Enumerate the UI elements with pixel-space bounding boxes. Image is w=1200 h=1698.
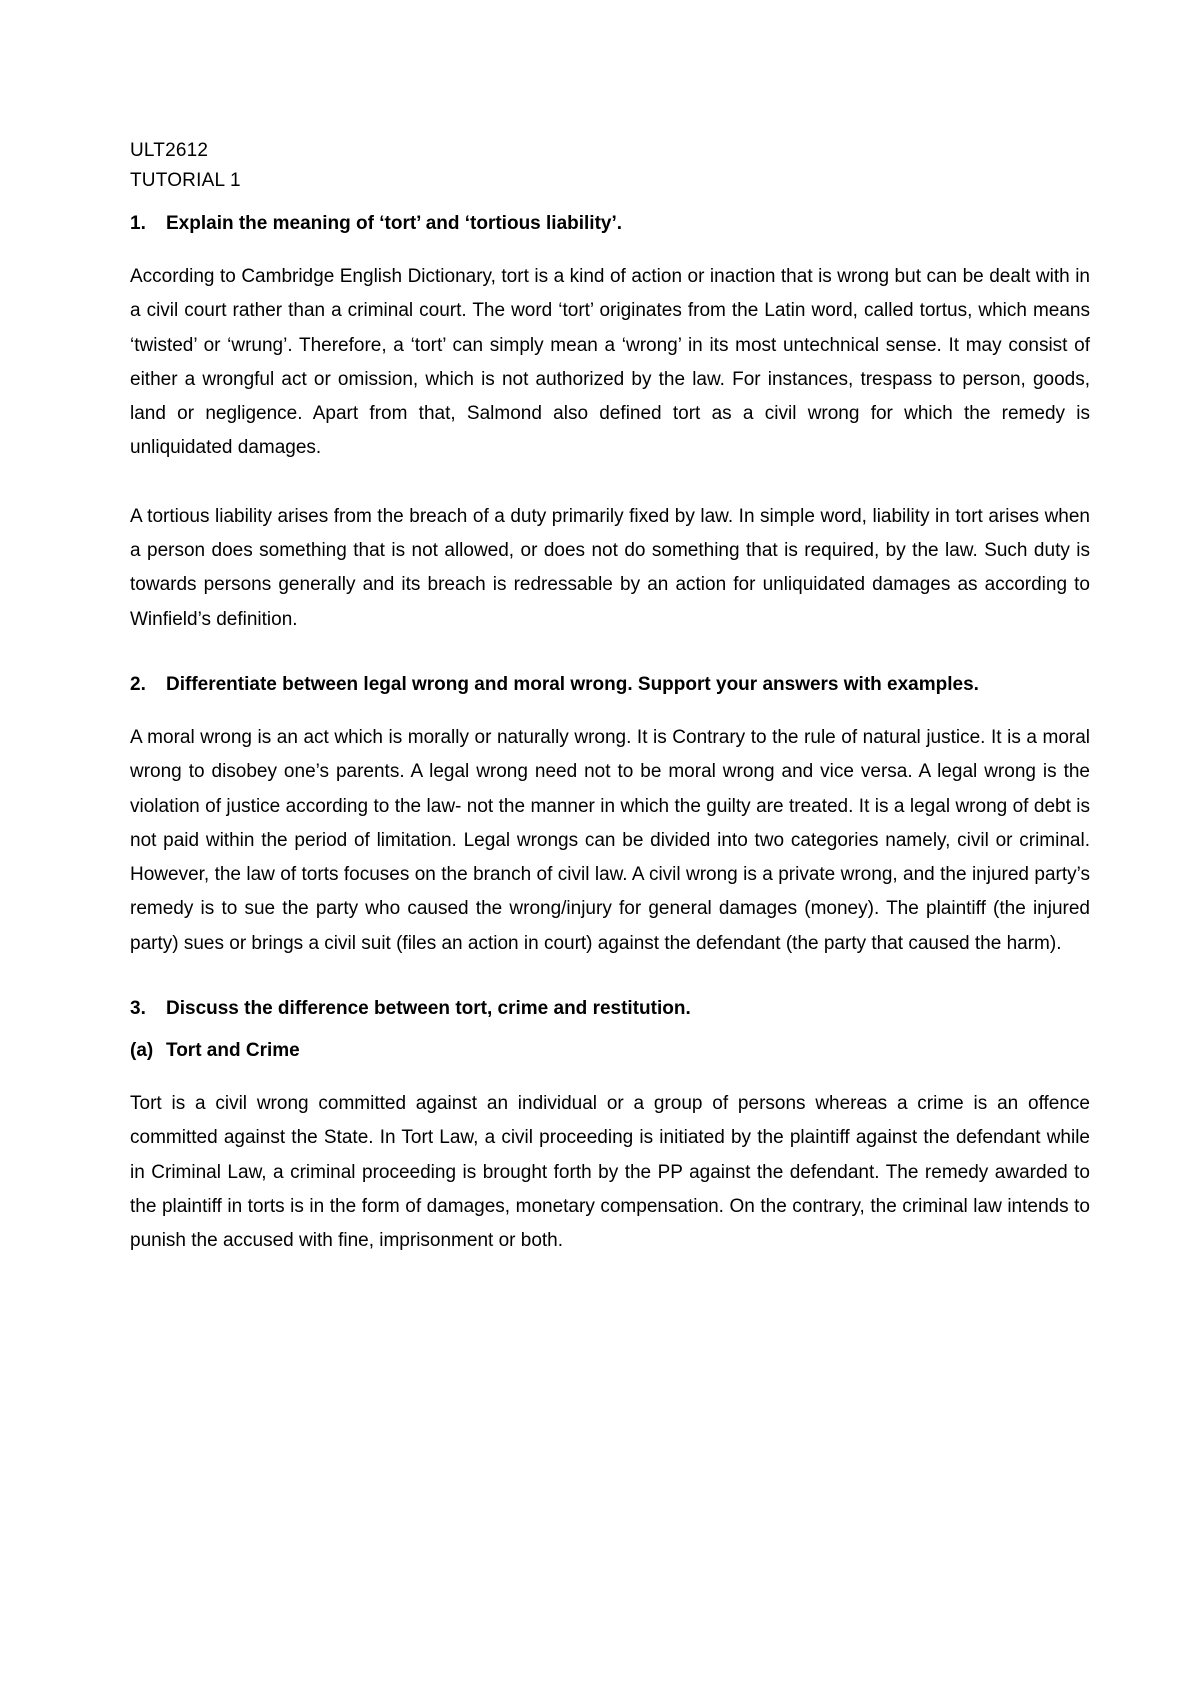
question-1-text: Explain the meaning of ‘tort’ and ‘tortious liability’. xyxy=(166,213,623,234)
question-2-number: 2. xyxy=(130,673,146,695)
question-1-paragraph-2: A tortious liability arises from the breach of a duty primarily fixed by law. In simple word, liability in tort arises when a person does something that is not allowed, or does not do something that is required, by the law. Such duty is towards persons generally and its breach is redressable by an action for unliquidated damages as according to Winfield’s definition. xyxy=(130,505,1090,630)
question-3-number: 3. xyxy=(130,998,146,1020)
question-3-heading xyxy=(130,995,1090,1023)
question-2-paragraph-1: A moral wrong is an act which is morally or naturally wrong. It is Contrary to the rule of natural justice. It is a moral wrong to disobey one’s parents. A legal wrong need not to be moral wrong and vice versa. A legal wrong is the violation of justice according to the law- not the manner in which the guilty are treated. It is a legal wrong of debt is not paid within the period of limitation. Legal wrongs can be divided into two categories namely, civil or criminal. However, the law of torts focuses on the branch of civil law. A civil wrong is a private wrong, and the injured party’s remedy is to sue the party who caused the wrong/injury for general damages (money). The plaintiff (the injured party) sues or brings a civil suit (files an action in court) against the defendant (the party that caused the harm). xyxy=(130,726,1090,954)
question-1-number: 1. xyxy=(130,213,146,234)
question-3-paragraph-1: Tort is a civil wrong committed against an individual or a group of persons whereas a crime is an offence committed against the State. In Tort Law, a civil proceeding is initiated by the plaintiff against the defendant while in Criminal Law, a criminal proceeding is brought forth by the PP against the defendant. The remedy awarded to the plaintiff in torts is in the form of damages, monetary compensation. On the contrary, the criminal law intends to punish the accused with fine, imprisonment or both. xyxy=(130,1093,1090,1252)
question-3-subheading-text: Tort and Crime xyxy=(166,1040,300,1062)
question-3-text: Discuss the difference between tort, crime and restitution. xyxy=(166,998,691,1020)
question-2-text: Differentiate between legal wrong and moral wrong. Support your answers with examples. xyxy=(166,673,979,695)
tutorial-title: TUTORIAL 1 xyxy=(130,170,241,191)
question-1-paragraph-1: According to Cambridge English Dictionary, tort is a kind of action or inaction that is wrong but can be dealt with in a civil court rather than a criminal court. The word ‘tort’ originates from the Latin word, called tortus, which means ‘twisted’ or ‘wrung’. Therefore, a ‘tort’ can simply mean a ‘wrong’ in its most untechnical sense. It may consist of either a wrongful act or omission, which is not authorized by the law. For instances, trespass to person, goods, land or negligence. Apart from that, Salmond also defined tort as a civil wrong for which the remedy is unliquidated damages. xyxy=(130,266,1090,459)
question-2-heading xyxy=(130,671,1090,699)
question-1-heading xyxy=(130,210,1090,238)
course-code: ULT2612 xyxy=(130,140,209,161)
question-3-subheading-number: (a) xyxy=(130,1040,154,1062)
question-3-subheading xyxy=(130,1037,1090,1065)
document-page xyxy=(130,136,1090,1259)
